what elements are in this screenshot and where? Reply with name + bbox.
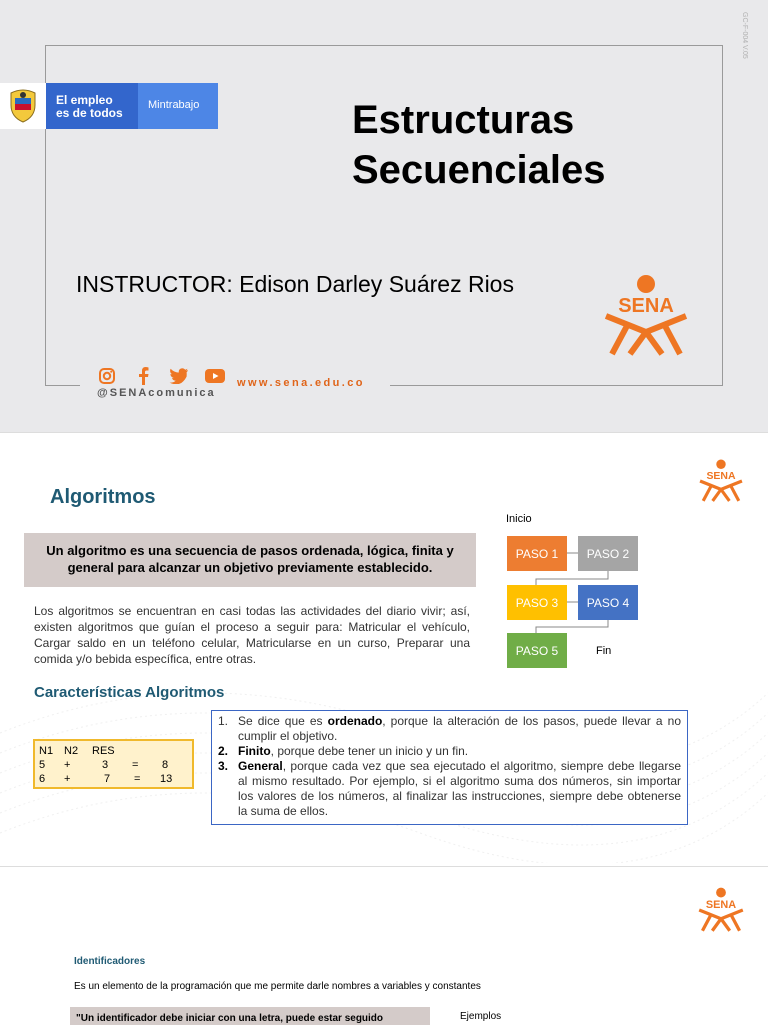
algorithms-slide bbox=[0, 432, 768, 867]
calc-row: 6 + 7 = 13 bbox=[39, 773, 173, 785]
gov-logo bbox=[0, 83, 218, 129]
list-item: 3. General, porque cada vez que sea ejecutado el algoritmo, siempre debe llegarse al mismo resultado. Por ejemplo, si el algoritmo suma dos números, sin importar los valores de los números, al finalizar las instrucciones, siempre debe obtenerse la suma de ellos. bbox=[218, 759, 681, 818]
colombia-shield-icon bbox=[0, 83, 46, 129]
identifiers-slide bbox=[0, 866, 768, 1025]
flow-step-3: PASO 3 bbox=[507, 585, 567, 620]
examples-label: Ejemplos bbox=[460, 1011, 502, 1022]
flow-step-2: PASO 2 bbox=[578, 536, 638, 571]
definition-box: Un algoritmo es una secuencia de pasos ordenada, lógica, finita y general para alcanzar un objetivo previamente establecido. bbox=[24, 533, 476, 587]
page-title: Estructuras Secuenciales bbox=[352, 98, 606, 192]
identifiers-title: Identificadores bbox=[74, 956, 146, 967]
calc-row: 5 + 3 = 8 bbox=[39, 759, 169, 771]
social-handle[interactable]: @SENAcomunica bbox=[97, 387, 216, 399]
sena-logo-icon bbox=[602, 274, 690, 358]
flow-start-label: Inicio bbox=[506, 513, 532, 525]
algorithms-paragraph: Los algoritmos se encuentran en casi todas las actividades del diario vivir; así, existen algoritmos que guían el proceso a seguir para: Matricular el vehículo, Cargar saldo en un teléfono celular, Matricularse en un curso, Preparar una comida y/o bebida específica, entre otras. bbox=[34, 604, 470, 666]
facebook-icon[interactable] bbox=[132, 366, 154, 386]
ministry-label: Mintrabajo bbox=[138, 83, 218, 129]
calc-header-row: N1 N2 RES bbox=[39, 745, 115, 757]
flow-step-1: PASO 1 bbox=[507, 536, 567, 571]
gov-slogan: El empleo es de todos bbox=[46, 83, 138, 129]
youtube-icon[interactable] bbox=[204, 366, 226, 386]
social-icons bbox=[96, 366, 240, 386]
section-title: Algoritmos bbox=[50, 486, 156, 508]
flow-step-4: PASO 4 bbox=[578, 585, 638, 620]
characteristics-title: Características Algoritmos bbox=[34, 684, 225, 701]
instructor-name: INSTRUCTOR: Edison Darley Suárez Rios bbox=[76, 271, 514, 297]
calc-table bbox=[33, 739, 194, 789]
sena-logo-icon bbox=[697, 459, 745, 503]
characteristics-list bbox=[211, 710, 688, 825]
twitter-icon[interactable] bbox=[168, 366, 190, 386]
identifier-rule-box: "Un identificador debe iniciar con una letra, puede estar seguido bbox=[70, 1007, 430, 1025]
list-item: 2. Finito, porque debe tener un inicio y un fin. bbox=[218, 744, 469, 758]
website-link[interactable]: www.sena.edu.co bbox=[237, 377, 365, 389]
title-slide bbox=[0, 0, 768, 432]
svg-text:SENA: SENA bbox=[618, 295, 674, 317]
instagram-icon[interactable] bbox=[96, 366, 118, 386]
identifiers-text: Es un elemento de la programación que me permite darle nombres a variables y constantes bbox=[74, 981, 481, 992]
svg-text:SENA: SENA bbox=[705, 898, 737, 911]
flow-step-5: PASO 5 bbox=[507, 633, 567, 668]
svg-text:SENA: SENA bbox=[706, 470, 736, 482]
list-item: 1. Se dice que es ordenado, porque la alteración de los pasos, puede llevar a no cumplir el objetivo. bbox=[218, 714, 681, 743]
document-code: GC-F-004 V.05 bbox=[741, 12, 748, 59]
flow-end-label: Fin bbox=[596, 645, 612, 657]
sena-logo-icon bbox=[697, 887, 745, 933]
